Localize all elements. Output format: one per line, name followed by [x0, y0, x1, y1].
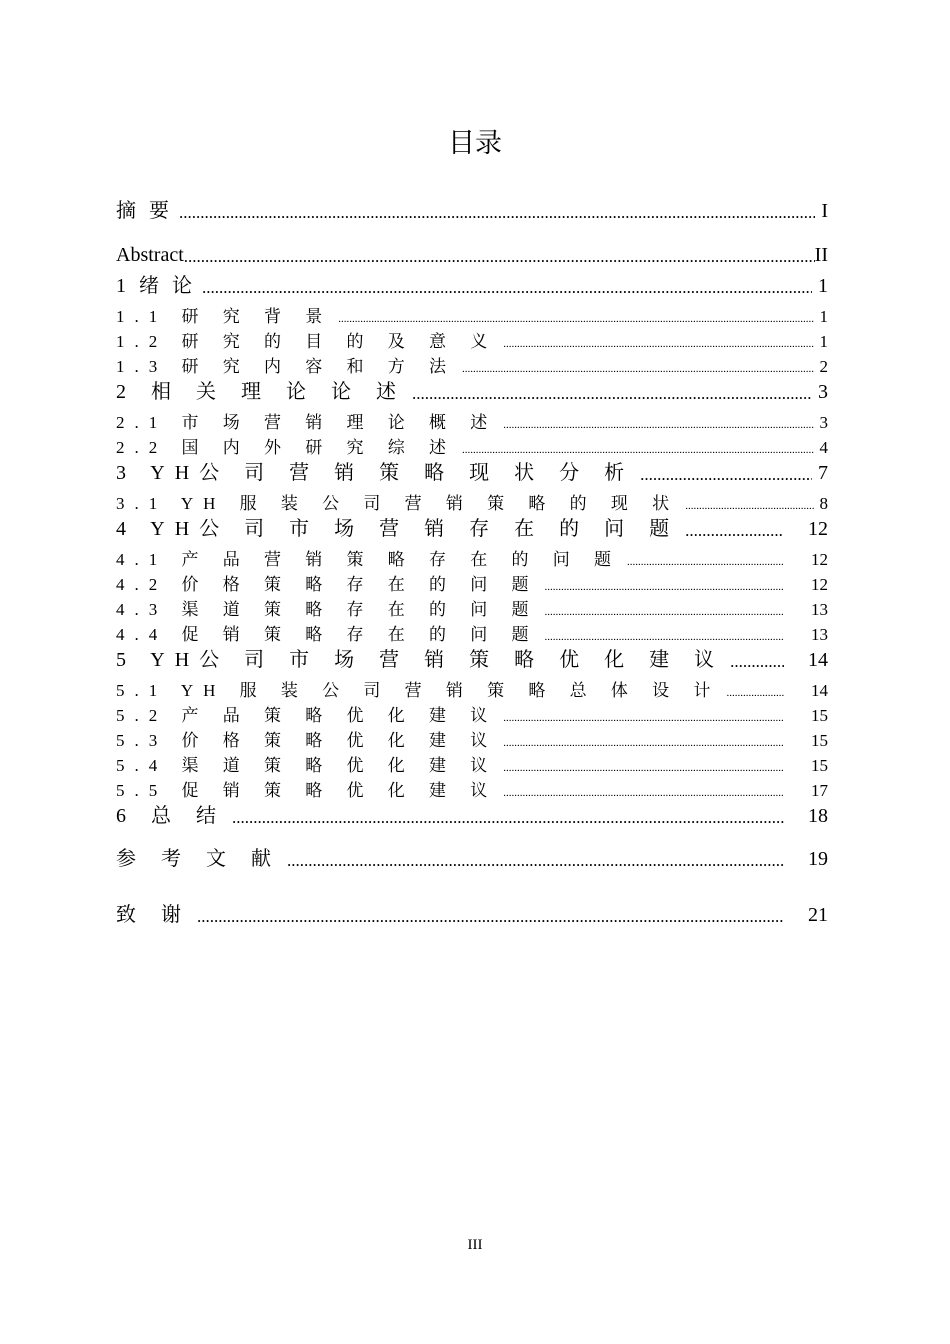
- toc-entry-label: 1.3 研 究 内 容 和 方 法: [116, 357, 456, 376]
- toc-entry-section-4-1[interactable]: [116, 549, 828, 571]
- toc-dot-leader: [179, 202, 815, 224]
- toc-dot-leader: [503, 734, 784, 752]
- toc-dot-leader: [545, 603, 785, 621]
- toc-entry-label: 2 相 关 理 论 论 述: [116, 381, 406, 403]
- toc-entry-page: 12: [811, 575, 828, 594]
- toc-entry-page: 15: [811, 706, 828, 725]
- toc-entry-section-1-1[interactable]: [116, 306, 828, 328]
- toc-dot-leader: [338, 310, 813, 328]
- toc-entry-label: 2.2 国 内 外 研 究 综 述: [116, 438, 456, 457]
- toc-entry-section-5-5[interactable]: [116, 780, 828, 802]
- toc-entry-label: 5.5 促 销 策 略 优 化 建 议: [116, 781, 498, 800]
- toc-entry-page: 21: [808, 904, 828, 926]
- toc-entry-label: 4.3 渠 道 策 略 存 在 的 问 题: [116, 600, 539, 619]
- toc-dot-leader: [503, 784, 784, 802]
- toc-dot-leader: [545, 628, 785, 646]
- toc-entry-section-5-2[interactable]: [116, 705, 828, 727]
- toc-entry-references[interactable]: [116, 846, 828, 872]
- toc-dot-leader: [545, 578, 785, 596]
- toc-entry-section-4-3[interactable]: [116, 599, 828, 621]
- toc-dot-leader: [462, 360, 814, 378]
- toc-dot-leader: [627, 553, 784, 571]
- toc-entry-page: 3: [819, 413, 828, 432]
- toc-entry-label: 1.2 研 究 的 目 的 及 意 义: [116, 332, 498, 351]
- toc-entry-chapter-2[interactable]: [116, 379, 828, 405]
- toc-entry-section-2-1[interactable]: [116, 412, 828, 434]
- toc-entry-page: 14: [808, 649, 828, 671]
- toc-entry-label: 致 谢: [116, 904, 191, 926]
- toc-entry-label: 4.2 价 格 策 略 存 在 的 问 题: [116, 575, 539, 594]
- toc-entry-page: 13: [811, 600, 828, 619]
- toc-entry-label: 4 YH公 司 市 场 营 销 存 在 的 问 题: [116, 518, 680, 540]
- toc-dot-leader: [287, 850, 784, 872]
- toc-entry-page: 1: [819, 307, 828, 326]
- toc-entry-section-3-1[interactable]: [116, 493, 828, 515]
- toc-entry-page: 1: [818, 275, 828, 297]
- toc-entry-label: 2.1 市 场 营 销 理 论 概 述: [116, 413, 498, 432]
- toc-entry-section-2-2[interactable]: [116, 437, 828, 459]
- toc-entry-page: I: [821, 200, 828, 222]
- toc-dot-leader: [640, 464, 812, 486]
- toc-dot-leader: [726, 684, 784, 702]
- toc-entry-page: 19: [808, 848, 828, 870]
- toc-entry-label: 5.4 渠 道 策 略 优 化 建 议: [116, 756, 498, 775]
- toc-entry-label: 4.4 促 销 策 略 存 在 的 问 题: [116, 625, 539, 644]
- page-title: 目录: [448, 128, 502, 159]
- toc-entry-page: 1: [819, 332, 828, 351]
- toc-entry-abstract-cn[interactable]: [116, 198, 828, 224]
- toc-entry-page: 4: [819, 438, 828, 457]
- toc-entry-chapter-6[interactable]: [116, 803, 828, 829]
- toc-entry-section-4-4[interactable]: [116, 624, 828, 646]
- toc-entry-page: 7: [818, 462, 828, 484]
- toc-dot-leader: [503, 759, 784, 777]
- toc-entry-chapter-3[interactable]: [116, 460, 828, 486]
- toc-entry-section-5-4[interactable]: [116, 755, 828, 777]
- toc-dot-leader: [730, 651, 784, 673]
- toc-entry-label: 1.1 研 究 背 景: [116, 307, 333, 326]
- toc-dot-leader: [685, 520, 784, 542]
- toc-dot-leader: [184, 246, 815, 268]
- toc-dot-leader: [202, 277, 812, 299]
- toc-entry-page: 13: [811, 625, 828, 644]
- toc-entry-section-5-3[interactable]: [116, 730, 828, 752]
- toc-entry-label: 5.2 产 品 策 略 优 化 建 议: [116, 706, 498, 725]
- toc-entry-section-5-1[interactable]: [116, 680, 828, 702]
- toc-dot-leader: [412, 383, 812, 405]
- toc-dot-leader: [503, 416, 813, 434]
- toc-entry-abstract-en[interactable]: [116, 242, 828, 268]
- toc-dot-leader: [503, 335, 813, 353]
- toc-entry-page: 8: [819, 494, 828, 513]
- toc-entry-label: 摘 要: [116, 200, 173, 222]
- toc-entry-page: 3: [818, 381, 828, 403]
- toc-entry-label: 3 YH公 司 营 销 策 略 现 状 分 析: [116, 462, 635, 484]
- toc-dot-leader: [462, 441, 814, 459]
- toc-entry-chapter-4[interactable]: [116, 516, 828, 542]
- toc-entry-page: 14: [811, 681, 828, 700]
- toc-entry-label: 3.1 YH 服 装 公 司 营 销 策 略 的 现 状: [116, 494, 680, 513]
- toc-entry-page: 12: [808, 518, 828, 540]
- toc-entry-section-4-2[interactable]: [116, 574, 828, 596]
- toc-entry-acknowledgements[interactable]: [116, 902, 828, 928]
- page-number: III: [467, 1237, 483, 1253]
- toc-entry-page: 17: [811, 781, 828, 800]
- toc-entry-label: 4.1 产 品 营 销 策 略 存 在 的 问 题: [116, 550, 621, 569]
- toc-entry-page: 18: [808, 805, 828, 827]
- toc-entry-page: 15: [811, 756, 828, 775]
- toc-entry-chapter-5[interactable]: [116, 647, 828, 673]
- toc-entry-label: 5.1 YH 服 装 公 司 营 销 策 略 总 体 设 计: [116, 681, 721, 700]
- toc-dot-leader: [197, 906, 784, 928]
- toc-entry-label: 1 绪 论: [116, 275, 196, 297]
- toc-entry-page: II: [814, 244, 828, 266]
- toc-entry-label: 5 YH公 司 市 场 营 销 策 略 优 化 建 议: [116, 649, 725, 671]
- toc-entry-label: 参 考 文 献: [116, 848, 281, 870]
- toc-entry-section-1-2[interactable]: [116, 331, 828, 353]
- toc-dot-leader: [685, 497, 813, 515]
- toc-dot-leader: [503, 709, 784, 727]
- toc-entry-label: Abstract: [116, 244, 184, 266]
- toc-entry-label: 6 总 结: [116, 805, 226, 827]
- toc-dot-leader: [232, 807, 784, 829]
- toc-entry-page: 2: [819, 357, 828, 376]
- toc-entry-chapter-1[interactable]: [116, 273, 828, 299]
- toc-entry-section-1-3[interactable]: [116, 356, 828, 378]
- toc-entry-page: 15: [811, 731, 828, 750]
- toc-entry-page: 12: [811, 550, 828, 569]
- toc-entry-label: 5.3 价 格 策 略 优 化 建 议: [116, 731, 498, 750]
